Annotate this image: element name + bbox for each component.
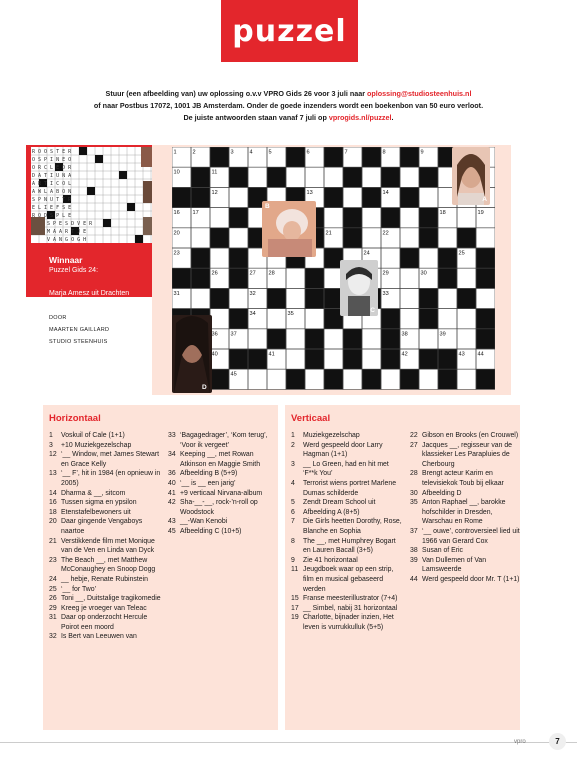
clue-number: 39 — [410, 556, 418, 564]
photo-a — [452, 147, 490, 205]
horizontaal-title: Horizontaal — [49, 413, 101, 424]
cell-number: 29 — [382, 270, 389, 277]
black-cell — [400, 369, 419, 389]
black-cell — [419, 309, 438, 329]
clue-item — [168, 431, 280, 450]
clue-number: 26 — [49, 595, 57, 603]
clue-number: 43 — [168, 518, 176, 526]
intro-line-1-text: Stuur (een afbeelding van) uw oplossing o.v.v VPRO Gids 26 voor 3 juli naar — [105, 89, 367, 98]
clue-item — [168, 450, 280, 469]
clue-text: Gibson en Brooks (en Crouwel) — [422, 432, 519, 439]
clue-text: Anton Raphael __, barokke hofschilder in Dresden, Warschau en Rome — [422, 499, 506, 526]
black-cell — [438, 248, 457, 268]
cell-number: 41 — [268, 351, 275, 358]
cell-number: 24 — [363, 250, 370, 257]
clue-text: +10 Muziekgezelschap — [61, 441, 132, 449]
clue-number: 32 — [49, 633, 57, 641]
clue-item — [49, 431, 161, 441]
photo-b-label: B — [265, 203, 270, 210]
cell-number: 42 — [401, 351, 408, 358]
intro-text — [40, 88, 537, 124]
clue-number: 16 — [49, 499, 57, 507]
svg-text:V A N G O G H: V A N G O G H — [47, 237, 87, 243]
verticaal-column-2 — [410, 431, 522, 585]
crossword-area — [152, 145, 511, 395]
clue-text: __ hebje, Renate Rubinstein — [61, 575, 148, 583]
cell-number: 9 — [420, 149, 424, 156]
clue-text: Zie 41 horizontaal — [303, 556, 358, 564]
clue-item — [291, 431, 403, 441]
black-cell — [438, 349, 457, 369]
clue-number: 23 — [49, 556, 57, 564]
clue-text: __-Wan Kenobi — [180, 518, 228, 526]
clue-item — [168, 469, 280, 479]
black-cell — [267, 167, 286, 187]
svg-text:A W L A B O N: A W L A B O N — [32, 189, 72, 195]
clue-number: 30 — [410, 489, 418, 497]
black-cell — [381, 208, 400, 228]
clue-text: Werd gespeeld door Mr. T (1+1) — [422, 575, 520, 583]
black-cell — [267, 329, 286, 349]
black-cell — [210, 147, 229, 167]
clue-text: Afbeelding B (5+9) — [180, 470, 238, 478]
email-link[interactable]: oplossing@studiosteenhuis.nl — [367, 89, 472, 98]
black-cell — [419, 349, 438, 369]
previous-solution-grid — [31, 147, 161, 243]
clue-text: Jacques __, regisseur van de klassieker Les Parapluies de Cherbourg — [422, 441, 513, 468]
clue-number: 8 — [291, 537, 295, 545]
clue-number: 37 — [410, 527, 418, 535]
clue-number: 1 — [49, 432, 53, 439]
website-link[interactable]: vprogids.nl/puzzel — [328, 113, 392, 122]
cell-number: 36 — [211, 331, 218, 338]
black-cell — [248, 349, 267, 369]
clue-number: 18 — [49, 508, 57, 516]
black-cell — [305, 329, 324, 349]
cell-number: 10 — [173, 169, 180, 176]
clue-text: Sha-__-__, rock-’n-roll op Woodstock — [180, 499, 258, 516]
black-cell — [229, 268, 248, 288]
svg-text:A R T I C O L: A R T I C O L — [32, 181, 72, 187]
clue-item — [168, 489, 280, 499]
clue-text: Brengt acteur Karim en televisiekok Toub bij elkaar — [422, 470, 504, 487]
clue-item — [168, 527, 280, 537]
cell-number: 30 — [420, 270, 427, 277]
clue-text: Tussen sigma en ypsilon — [61, 499, 137, 507]
black-cell — [419, 208, 438, 228]
byline — [49, 312, 109, 348]
black-cell — [343, 208, 362, 228]
black-cell — [229, 349, 248, 369]
black-cell — [267, 288, 286, 308]
clue-text: Etenstafelbewoners uit — [61, 508, 131, 516]
clue-number: 6 — [291, 508, 295, 516]
clue-number: 3 — [49, 441, 53, 449]
black-cell — [400, 248, 419, 268]
clue-number: 28 — [410, 470, 418, 478]
clue-text: Voskuil of Cale (1+1) — [61, 432, 125, 439]
clue-text: Afbeelding D — [422, 489, 462, 497]
black-cell — [476, 329, 495, 349]
clue-number: 11 — [291, 566, 299, 574]
photo-d-label: D — [202, 384, 207, 391]
svg-text:O R C L E D R: O R C L E D R — [32, 165, 72, 171]
clue-number: 15 — [291, 595, 299, 603]
black-cell — [476, 268, 495, 288]
clue-text: Muziekgezelschap — [303, 432, 360, 439]
cell-number: 7 — [344, 149, 348, 156]
black-cell — [172, 268, 191, 288]
clue-text: Keeping __, met Rowan Atkinson en Maggie Smith — [180, 451, 261, 468]
clue-item — [49, 489, 161, 499]
byline-studio: STUDIO STEENHUIS — [49, 339, 108, 345]
black-cell — [419, 288, 438, 308]
cell-number: 35 — [287, 311, 294, 318]
clue-item — [291, 508, 403, 518]
clue-text: Werd gespeeld door Larry Hagman (1+1) — [303, 441, 383, 459]
clue-text: ‘__ for Two’ — [61, 585, 97, 593]
clue-text: Zendt Dream School uit — [303, 499, 376, 507]
clue-item — [291, 604, 403, 614]
black-cell — [210, 228, 229, 248]
clue-item — [291, 498, 403, 508]
clue-text: ‘Bagagedrager’, ‘Kom terug’, ‘Voor ik vergeet’ — [180, 432, 268, 449]
clue-item — [49, 508, 161, 518]
clue-number: 36 — [168, 470, 176, 478]
black-cell — [381, 329, 400, 349]
cell-number: 28 — [268, 270, 275, 277]
clue-item — [410, 556, 522, 575]
clue-item — [49, 632, 161, 642]
cell-number: 14 — [382, 189, 389, 196]
svg-text:D A T I U N A: D A T I U N A — [32, 173, 72, 179]
clue-number: 41 — [168, 489, 176, 497]
cell-number: 3 — [230, 149, 234, 156]
intro-line-1 — [40, 88, 537, 100]
logo-text: puzzel — [232, 14, 347, 49]
clue-item — [49, 575, 161, 585]
black-cell — [438, 268, 457, 288]
clue-number: 25 — [49, 585, 57, 593]
cell-number: 32 — [249, 290, 256, 297]
clue-number: 5 — [291, 499, 295, 507]
black-cell — [210, 369, 229, 389]
clue-number: 2 — [291, 441, 295, 449]
clue-text: ‘__ ouwe’, controversieel lied uit 1966 van Gerard Cox — [422, 527, 520, 545]
cell-number: 26 — [211, 270, 218, 277]
clue-text: Afbeelding C (10+5) — [180, 527, 242, 535]
black-cell — [305, 288, 324, 308]
clue-number: 45 — [168, 527, 176, 535]
svg-text:R O D S P L E: R O D S P L E — [32, 213, 72, 219]
clue-text: +9 verticaal Nirvana-album — [180, 489, 263, 497]
winner-name: Marja Amesz uit Drachten — [49, 290, 130, 297]
black-cell — [229, 309, 248, 329]
clue-item — [291, 441, 403, 460]
clue-text: ‘__ Window, met James Stewart en Grace Kelly — [61, 451, 160, 468]
clue-item — [168, 479, 280, 489]
cell-number: 4 — [249, 149, 253, 156]
clue-number: 34 — [168, 451, 176, 459]
cell-number: 5 — [268, 149, 272, 156]
cell-number: 13 — [306, 189, 313, 196]
cell-number: 16 — [173, 210, 180, 217]
svg-text:M A A R T J E: M A A R T J E — [47, 229, 87, 235]
black-cell — [343, 167, 362, 187]
cell-number: 17 — [192, 210, 199, 217]
clue-number: 31 — [49, 614, 57, 622]
black-cell — [286, 147, 305, 167]
clue-number: 3 — [291, 460, 295, 468]
black-cell — [191, 167, 210, 187]
winner-title: Winnaar — [49, 255, 83, 265]
puzzel-logo — [221, 0, 358, 62]
clue-item — [168, 517, 280, 527]
cell-number: 20 — [173, 230, 180, 237]
clue-item — [49, 556, 161, 575]
black-cell — [343, 329, 362, 349]
footer-rule — [0, 742, 577, 743]
clue-text: Susan of Eric — [422, 547, 463, 555]
black-cell — [362, 369, 381, 389]
black-cell — [476, 369, 495, 389]
clue-text: The __, met Humphrey Bogart en Lauren Bacall (3+5) — [303, 537, 396, 555]
verticaal-title: Verticaal — [291, 413, 331, 424]
clue-item — [49, 517, 161, 536]
photo-c-label: C — [370, 307, 375, 314]
clue-number: 20 — [49, 518, 57, 526]
cell-number: 27 — [249, 270, 256, 277]
clue-number: 9 — [291, 556, 295, 564]
clue-text: Franse meesterillustrator (7+4) — [303, 595, 398, 603]
cell-number: 44 — [477, 351, 484, 358]
black-cell — [210, 288, 229, 308]
black-cell — [381, 309, 400, 329]
black-cell — [343, 349, 362, 369]
intro-line-3-text: De juiste antwoorden staan vanaf 7 juli op — [183, 113, 329, 122]
clue-number: 29 — [49, 604, 57, 612]
cell-number: 23 — [173, 250, 180, 257]
clue-item — [410, 546, 522, 556]
cell-number: 18 — [439, 210, 446, 217]
clue-number: 1 — [291, 432, 295, 439]
black-cell — [476, 248, 495, 268]
clue-item — [49, 537, 161, 556]
horizontaal-column-2 — [168, 431, 280, 537]
clue-text: Charlotte, bijnader inzien, Het leven is vurrukkulluk (5+5) — [303, 614, 394, 631]
black-cell — [419, 167, 438, 187]
cell-number: 6 — [306, 149, 310, 156]
clues-horizontaal — [43, 405, 278, 730]
clue-item — [410, 498, 522, 527]
black-cell — [229, 208, 248, 228]
clue-text: ‘__ is __ een jarig’ — [180, 479, 236, 487]
photo-d — [172, 315, 212, 393]
cell-number: 33 — [382, 290, 389, 297]
clue-number: 4 — [291, 479, 295, 487]
clue-number: 7 — [291, 518, 295, 526]
intro-line-3-end: . — [391, 113, 394, 122]
clue-item — [410, 469, 522, 488]
black-cell — [419, 228, 438, 248]
black-cell — [400, 147, 419, 167]
clue-text: Afbeelding A (8+5) — [303, 508, 360, 516]
clue-number: 24 — [49, 575, 57, 583]
clue-text: Is Bert van Leeuwen van — [61, 633, 137, 641]
clue-text: __ Lo Green, had en hit met ‘F**k You’ — [303, 460, 389, 478]
page-number: 7 — [549, 733, 566, 750]
clue-text: The Beach __, met Matthew McConaughey en Snoop Dogg — [61, 556, 156, 574]
cell-number: 25 — [458, 250, 465, 257]
cell-number: 34 — [249, 311, 256, 318]
cell-number: 40 — [211, 351, 218, 358]
cell-number: 22 — [382, 230, 389, 237]
clue-item — [410, 489, 522, 499]
clue-number: 12 — [49, 451, 57, 459]
black-cell — [229, 248, 248, 268]
black-cell — [362, 147, 381, 167]
clue-text: Dharma & __, sitcom — [61, 489, 126, 497]
clue-item — [410, 527, 522, 546]
cell-number: 12 — [211, 189, 218, 196]
cell-number: 37 — [230, 331, 237, 338]
clue-item — [410, 441, 522, 470]
cell-number: 2 — [192, 149, 196, 156]
clue-item — [49, 585, 161, 595]
cell-number: 38 — [401, 331, 408, 338]
clue-item — [49, 613, 161, 632]
svg-text:R O O S T E R: R O O S T E R — [32, 149, 72, 155]
clue-text: Van Dullemen of Van Lamsweerde — [422, 556, 487, 574]
clue-text: __ Simbel, nabij 31 horizontaal — [303, 604, 398, 612]
black-cell — [438, 369, 457, 389]
clue-text: Die Girls heetten Dorothy, Rose, Blanche en Sophia — [303, 518, 402, 535]
clue-number: 33 — [168, 432, 176, 439]
cell-number: 11 — [211, 169, 218, 176]
photo-c — [340, 260, 378, 316]
clue-number: 13 — [49, 470, 57, 478]
black-cell — [324, 147, 343, 167]
clue-item — [49, 450, 161, 469]
clue-text: Kreeg je vroeger van Teleac — [61, 604, 147, 612]
clue-text: Verstikkende film met Monique van de Ven en Linda van Dyck — [61, 537, 155, 555]
svg-text:E L I E F S E: E L I E F S E — [32, 205, 72, 211]
clue-item — [291, 517, 403, 536]
clue-item — [49, 498, 161, 508]
clues-verticaal — [285, 405, 520, 730]
black-cell — [229, 167, 248, 187]
black-cell — [324, 187, 343, 207]
clue-text: ‘__ F’, hit in 1984 (en opnieuw in 2005) — [61, 470, 161, 487]
clue-number: 35 — [410, 499, 418, 507]
black-cell — [476, 309, 495, 329]
clue-number: 21 — [49, 537, 57, 545]
black-cell — [343, 228, 362, 248]
clue-text: Terrorist wiens portret Marlene Dumas schilderde — [303, 479, 397, 497]
crossword-grid — [172, 147, 495, 393]
clue-item — [291, 613, 403, 632]
clue-number: 17 — [291, 604, 299, 612]
black-cell — [324, 369, 343, 389]
footer-brand: vpro — [514, 739, 526, 745]
svg-text:O S P I N E O: O S P I N E O — [32, 157, 72, 163]
black-cell — [457, 288, 476, 308]
clue-text: Daar op onderzocht Hercule Poirot een moord — [61, 614, 148, 631]
clue-item — [49, 441, 161, 451]
black-cell — [191, 268, 210, 288]
cell-number: 19 — [477, 210, 484, 217]
clue-number: 22 — [410, 432, 418, 439]
clue-item — [291, 556, 403, 566]
clue-text: Daar gingende Vengaboys naartoe — [61, 518, 143, 535]
clue-item — [410, 431, 522, 441]
clue-item — [291, 537, 403, 556]
intro-line-3 — [40, 112, 537, 124]
clue-number: 27 — [410, 441, 418, 449]
black-cell — [400, 187, 419, 207]
cell-number: 1 — [173, 149, 177, 156]
clue-text: Toni __, Duitstalige tragikomedie — [61, 595, 161, 603]
clue-item — [291, 479, 403, 498]
cell-number: 45 — [230, 371, 237, 378]
svg-text:S P N U T T R: S P N U T T R — [32, 197, 72, 203]
solution-grid-image — [31, 147, 161, 243]
verticaal-column-1 — [291, 431, 403, 632]
clue-text: Jeugdboek waar op een strip, film en musical gebaseerd werden — [303, 566, 394, 593]
clue-number: 14 — [49, 489, 57, 497]
clue-item — [291, 594, 403, 604]
clue-item — [291, 565, 403, 594]
black-cell — [305, 268, 324, 288]
black-cell — [381, 349, 400, 369]
horizontaal-column-1 — [49, 431, 161, 642]
winner-issue: Puzzel Gids 24: — [49, 267, 99, 274]
clue-item — [410, 575, 522, 585]
cell-number: 8 — [382, 149, 386, 156]
clue-number: 40 — [168, 479, 176, 487]
clue-number: 44 — [410, 575, 418, 583]
black-cell — [191, 248, 210, 268]
black-cell — [286, 369, 305, 389]
photo-b — [262, 201, 316, 257]
clue-item — [49, 594, 161, 604]
svg-text:S P E S D V E R: S P E S D V E R — [47, 221, 93, 227]
cell-number: 43 — [458, 351, 465, 358]
clue-item — [49, 604, 161, 614]
intro-line-2 — [40, 100, 537, 112]
clue-number: 19 — [291, 614, 299, 622]
clue-number: 42 — [168, 499, 176, 507]
photo-a-label: A — [482, 196, 487, 203]
intro-line-2-text: of naar Postbus 17072, 1001 JB Amsterdam. Onder de goede inzenders wordt een boekenbon van 50 euro verloot. — [93, 101, 484, 110]
cell-number: 31 — [173, 290, 180, 297]
cell-number: 21 — [325, 230, 332, 237]
black-cell — [381, 167, 400, 187]
byline-by: DOOR — [49, 315, 67, 321]
clue-item — [291, 460, 403, 479]
cell-number: 39 — [439, 331, 446, 338]
black-cell — [191, 187, 210, 207]
clue-number: 38 — [410, 547, 418, 555]
clue-item — [168, 498, 280, 517]
clue-item — [49, 469, 161, 488]
black-cell — [172, 187, 191, 207]
black-cell — [362, 187, 381, 207]
black-cell — [457, 228, 476, 248]
black-cell — [305, 349, 324, 369]
byline-author: MAARTEN GAILLARD — [49, 327, 110, 333]
